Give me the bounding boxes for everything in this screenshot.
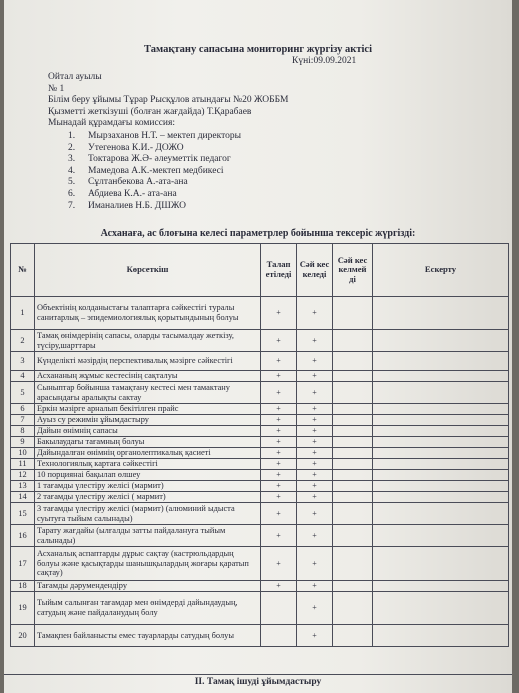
row-nomatch xyxy=(333,352,373,371)
row-note xyxy=(373,492,509,503)
row-number: 4 xyxy=(11,371,35,382)
row-indicator: Еркін мәзірге арналып бекітілген прайс xyxy=(35,404,261,415)
row-match: + xyxy=(297,503,333,525)
row-number: 10 xyxy=(11,448,35,459)
row-indicator: 2 тағамды үлестіру желісі ( мармит) xyxy=(35,492,261,503)
table-row xyxy=(11,382,509,404)
table-row xyxy=(11,459,509,470)
row-match: + xyxy=(297,525,333,547)
row-required: + xyxy=(261,481,297,492)
row-number: 16 xyxy=(11,525,35,547)
row-number: 14 xyxy=(11,492,35,503)
row-number: 9 xyxy=(11,437,35,448)
row-indicator: Асханалық аспаптарды дұрыс сақтау (кастрюльдардың болуы және қасықтарды шанышқылардың жоғары қаратып сақтау) xyxy=(35,547,261,581)
row-indicator: Тыйым салынған тағамдар мен өнімдерді дайындаудың, сатудың және пайдаланудың болу xyxy=(35,592,261,625)
row-required: + xyxy=(261,503,297,525)
row-required: + xyxy=(261,415,297,426)
row-nomatch xyxy=(333,581,373,592)
row-number: 11 xyxy=(11,459,35,470)
document-date: Күні:09.09.2021 xyxy=(292,56,357,66)
row-required: + xyxy=(261,459,297,470)
row-match: + xyxy=(297,352,333,371)
row-note xyxy=(373,330,509,352)
row-note xyxy=(373,481,509,492)
header-line-commission: Мынадай құрамдағы комиссия: xyxy=(48,118,176,129)
row-match: + xyxy=(297,581,333,592)
row-number: 20 xyxy=(11,625,35,647)
row-indicator: 1 тағамды үлестіру желісі (мармит) xyxy=(35,481,261,492)
table-row xyxy=(11,437,509,448)
row-nomatch xyxy=(333,297,373,330)
commission-member: 2. Утегенова К.И.- ДОЖО xyxy=(68,142,184,153)
row-number: 8 xyxy=(11,426,35,437)
table-row xyxy=(11,448,509,459)
row-match: + xyxy=(297,492,333,503)
row-indicator: Технологиялық картаға сәйкестігі xyxy=(35,459,261,470)
row-required: + xyxy=(261,404,297,415)
table-row xyxy=(11,581,509,592)
row-number: 5 xyxy=(11,382,35,404)
commission-member: 3. Токтарова Ж.Ә- әлеуметтік педагог xyxy=(68,154,231,165)
header-line-supplier: Қызметті жеткізуші (болған жағдайда) Т.Қарабаев xyxy=(48,106,252,117)
commission-member: 1. Мырзаханов Н.Т. – мектеп директоры xyxy=(68,131,241,141)
row-nomatch xyxy=(333,415,373,426)
row-nomatch xyxy=(333,459,373,470)
table-row xyxy=(11,492,509,503)
header-match: Сәй кес келеді xyxy=(297,244,333,297)
row-indicator: Тамақпен байланысты емес тауарларды сатудың болуы xyxy=(35,625,261,647)
row-required: + xyxy=(261,330,297,352)
table-row xyxy=(11,404,509,415)
row-nomatch xyxy=(333,448,373,459)
row-number: 7 xyxy=(11,415,35,426)
row-indicator: Дайын өнімнің сапасы xyxy=(35,426,261,437)
row-nomatch xyxy=(333,437,373,448)
row-match: + xyxy=(297,437,333,448)
row-nomatch xyxy=(333,330,373,352)
row-number: 17 xyxy=(11,547,35,581)
commission-member: 5. Сұлтанбекова А.-ата-ана xyxy=(68,177,188,188)
table-title: Асханаға, ас блоғына келесі параметрлер бойынша тексеріс жүргізді: xyxy=(100,228,416,239)
row-note xyxy=(373,525,509,547)
row-note xyxy=(373,415,509,426)
row-note xyxy=(373,459,509,470)
row-indicator: Асхананың жұмыс кестесінің сақталуы xyxy=(35,371,261,382)
row-nomatch xyxy=(333,492,373,503)
table-row xyxy=(11,525,509,547)
row-required: + xyxy=(261,426,297,437)
row-nomatch xyxy=(333,382,373,404)
row-note xyxy=(373,404,509,415)
row-required: + xyxy=(261,437,297,448)
row-number: 15 xyxy=(11,503,35,525)
header-line-number: № 1 xyxy=(48,83,65,94)
header-note: Ескерту xyxy=(373,244,509,297)
header-nomatch: Сәй кес келмей ді xyxy=(333,244,373,297)
row-match: + xyxy=(297,592,333,625)
row-note xyxy=(373,581,509,592)
row-number: 3 xyxy=(11,352,35,371)
row-note xyxy=(373,371,509,382)
row-required: + xyxy=(261,492,297,503)
row-note xyxy=(373,547,509,581)
document-page xyxy=(4,0,512,693)
header-indicator: Көрсеткіш xyxy=(35,244,261,297)
row-number: 6 xyxy=(11,404,35,415)
table-row xyxy=(11,371,509,382)
row-required: + xyxy=(261,525,297,547)
commission-member: 6. Абдиева К.А.- ата-ана xyxy=(68,188,177,199)
row-nomatch xyxy=(333,592,373,625)
row-match: + xyxy=(297,404,333,415)
row-indicator: Ауыз су режимін ұйымдастыру xyxy=(35,415,261,426)
row-required: + xyxy=(261,297,297,330)
row-indicator: Объектінің колданыстағы талаптарға сәйкестігі туралы санитарлық – эпидемиологиялық қорытындының болуы xyxy=(35,297,261,330)
row-nomatch xyxy=(333,470,373,481)
row-required: + xyxy=(261,382,297,404)
row-required: + xyxy=(261,547,297,581)
table-row xyxy=(11,470,509,481)
table-row xyxy=(11,426,509,437)
row-indicator: Күнделікті мәзірдің перспективалық мәзірге сәйкестігі xyxy=(35,352,261,371)
row-nomatch xyxy=(333,547,373,581)
row-required xyxy=(261,625,297,647)
row-match: + xyxy=(297,371,333,382)
row-indicator: Сыныптар бойынша тамақтану кестесі мен тамактану арасындағы аралықты сактау xyxy=(35,382,261,404)
row-number: 2 xyxy=(11,330,35,352)
row-nomatch xyxy=(333,625,373,647)
row-nomatch xyxy=(333,503,373,525)
commission-member: 4. Мамедова А.К.-мектеп медбикесі xyxy=(68,165,224,176)
row-nomatch xyxy=(333,404,373,415)
row-match: + xyxy=(297,415,333,426)
row-match: + xyxy=(297,426,333,437)
row-note xyxy=(373,297,509,330)
row-match: + xyxy=(297,330,333,352)
row-note xyxy=(373,592,509,625)
row-indicator: Дайындалған өнімнің органолептикалық қасиеті xyxy=(35,448,261,459)
commission-member: 7. Иманалиев Н.Б. ДШЖО xyxy=(68,200,186,211)
row-match: + xyxy=(297,481,333,492)
document-title: Тамақтану сапасына мониторинг жүргізу актісі xyxy=(144,44,372,55)
row-indicator: Тарату жағдайы (ылғалды затты пайдалануға тыйым салынады) xyxy=(35,525,261,547)
row-match: + xyxy=(297,470,333,481)
table-row xyxy=(11,481,509,492)
row-number: 19 xyxy=(11,592,35,625)
row-nomatch xyxy=(333,371,373,382)
header-required: Талап етіледі xyxy=(261,244,297,297)
table-row xyxy=(11,330,509,352)
table-row xyxy=(11,352,509,371)
row-number: 13 xyxy=(11,481,35,492)
row-match: + xyxy=(297,382,333,404)
row-note xyxy=(373,352,509,371)
table-row xyxy=(11,415,509,426)
section-2-title: II. Тамақ ішуді ұйымдастыру xyxy=(4,674,512,687)
row-match: + xyxy=(297,448,333,459)
row-required: + xyxy=(261,371,297,382)
row-match: + xyxy=(297,625,333,647)
row-nomatch xyxy=(333,481,373,492)
row-note xyxy=(373,503,509,525)
table-row xyxy=(11,625,509,647)
table-row xyxy=(11,503,509,525)
row-number: 12 xyxy=(11,470,35,481)
row-nomatch xyxy=(333,525,373,547)
row-required: + xyxy=(261,448,297,459)
row-indicator: Бакылаудағы тағамның болуы xyxy=(35,437,261,448)
commission-members-list xyxy=(68,131,241,212)
inspection-table xyxy=(10,243,509,647)
row-indicator: 10 порциянаі бақылап өлшеу xyxy=(35,470,261,481)
header-line-village: Ойтал ауылы xyxy=(48,72,102,82)
header-num: № xyxy=(11,244,35,297)
row-note xyxy=(373,470,509,481)
row-required: + xyxy=(261,581,297,592)
row-match: + xyxy=(297,547,333,581)
row-number: 1 xyxy=(11,297,35,330)
row-match: + xyxy=(297,459,333,470)
row-indicator: 3 тағамды үлестіру желісі (мармит) (алюминий ыдыста суытуға тыйым салынады) xyxy=(35,503,261,525)
row-match: + xyxy=(297,297,333,330)
row-required: + xyxy=(261,470,297,481)
row-indicator: Тағамды дәрумендендіру xyxy=(35,581,261,592)
row-required xyxy=(261,592,297,625)
row-note xyxy=(373,437,509,448)
document-header xyxy=(48,72,289,130)
table-header-row xyxy=(11,244,509,297)
row-number: 18 xyxy=(11,581,35,592)
row-note xyxy=(373,625,509,647)
table-row xyxy=(11,297,509,330)
row-required: + xyxy=(261,352,297,371)
row-indicator: Тамақ өнімдерінің сапасы, оларды тасымалдау жеткізу, түсіру,шарттары xyxy=(35,330,261,352)
row-note xyxy=(373,448,509,459)
row-note xyxy=(373,426,509,437)
row-nomatch xyxy=(333,426,373,437)
row-note xyxy=(373,382,509,404)
header-line-school: Білім беру ұйымы Тұрар Рысқұлов атындағы №20 ЖОББМ xyxy=(48,95,289,106)
table-row xyxy=(11,592,509,625)
table-row xyxy=(11,547,509,581)
